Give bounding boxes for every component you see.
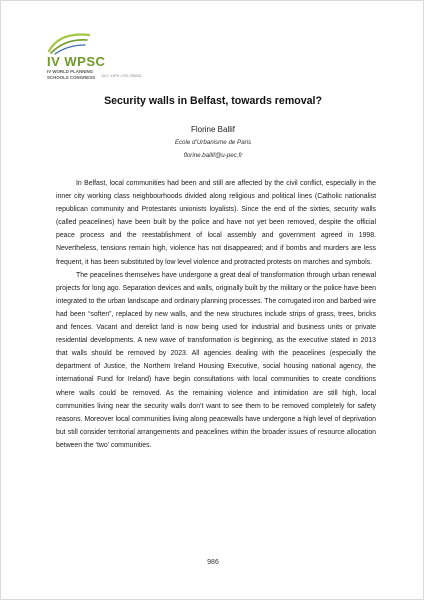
logo-title: IV WPSC xyxy=(47,54,106,69)
body-paragraph-2: The peacelines themselves have undergone a great deal of transformation through urban renewal projects for long ago. Separation devices and walls, originally built by the military or the police have been integrated to the urban landscape and ordinary planning processes. The corrugated iron and barbed wire had been “soften”, replaced by new walls, and the new structures include strips of grass, trees, bricks and fences. Vacant and derelict land is now being used for industrial and business units or private residential developments. A new wave of transformation is beginning, as the executive stated in 2013 that walls should be removed by 2023. All agencies dealing with the peacelines (especially the department of Justice, the Northern Ireland Housing Executive, social housing national agency, the international Fund for Ireland) have begin consultations with local communities to create conditions where walls could be removed. As the remaining violence and intimidation are still high, local communities living near the security walls don’t want to see them to be removed completely for safety reasons. Moreover local communities living along peacewalls have undergone a high level of deprivation but still consider territorial arrangements and peacelines within the broader issues of resource allocation between the ‘two’ communities. xyxy=(56,271,376,449)
author-email: florine.ballif@u-pec.fr xyxy=(183,152,243,159)
conference-logo xyxy=(47,31,167,85)
logo-subtitle-line2: SCHOOLS CONGRESS xyxy=(47,75,96,80)
logo-meta: JULY 4-8TH • RIO, BRAZIL xyxy=(101,74,143,78)
page-number: 986 xyxy=(207,559,219,566)
wpsc-logo-icon xyxy=(47,31,91,55)
author-affiliation: Ecole d’Urbanisme de Paris xyxy=(174,139,252,146)
paper-body xyxy=(56,177,376,452)
body-paragraph-1: In Belfast, local communities had been and still are affected by the civil conflict, especially in the inner city working class neighbourhoods divided along religious and political lines (Catholic nationalist republican community and Protestants unionists loyalists). Since the end of the sixties, security walls (called peacelines) have been built by the police and have not yet been removed, despite the official peace process and the reestablishment of local assembly and government agreed in 1998. Nevertheless, tensions remain high, violence has not disappeared; and if bombs and murders are less frequent, it has been substituted by low level violence and protracted protests on marches and symbols. xyxy=(56,180,376,266)
author-name: Florine Ballif xyxy=(190,125,235,134)
paper-title: Security walls in Belfast, towards removal? xyxy=(104,95,322,107)
logo-subtitle-line1: IV WORLD PLANNING xyxy=(47,69,94,74)
